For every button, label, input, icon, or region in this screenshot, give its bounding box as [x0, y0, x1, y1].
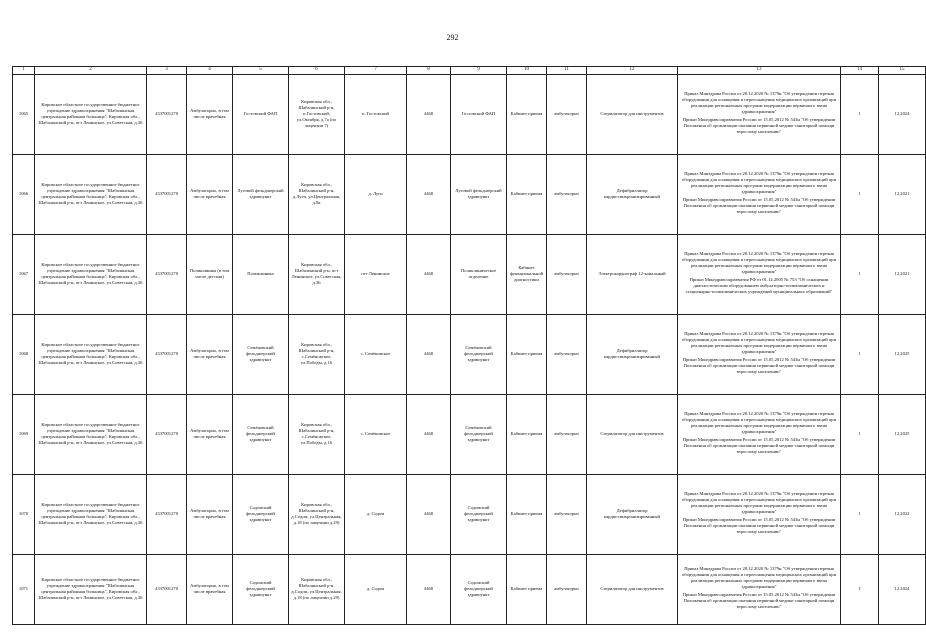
- column-number: 2: [35, 67, 147, 75]
- care-type-cell: Амбулаторно, в том числе врачебная: [187, 394, 233, 474]
- table-row: [13, 314, 926, 394]
- column-number: 13: [678, 67, 841, 75]
- address-cell: Кировская обл., Шабалинский р-н, с.Семёновское, ул.Победы, д.16: [289, 314, 345, 394]
- address-cell: Кировская обл., Шабалинский р-н, пгт Ленинское, ул.Советская, д.36: [289, 234, 345, 314]
- quantity-cell: 1: [841, 314, 879, 394]
- oktmo-cell: 4468: [407, 314, 451, 394]
- care-type-cell: Амбулаторно, в том числе врачебная: [187, 74, 233, 154]
- table-row: [13, 474, 926, 554]
- unit-cell: Луговой фельдшерский здравпункт: [233, 154, 289, 234]
- care-type-cell: Амбулаторно, в том числе врачебная: [187, 554, 233, 624]
- equipment-cell: Дефибриллятор кардиосинхронизированный: [587, 154, 678, 234]
- room-cell: Кабинет приема: [507, 74, 547, 154]
- inn-cell: 4337001270: [147, 74, 187, 154]
- regulation-text: Приказ Минздрава России от 28.12.2020 № 1379н "Об утверждении перечня оборудования для оснащения и переоснащения медицинских организаций при реализации региональных программ модернизации первичного звена здравоохранения": [681, 170, 837, 194]
- organization-cell: Кировское областное государственное бюджетное учреждение здравоохранения "Шабалинская центральная районная больница", Кировская обл., Шабалинский р-н, пгт Ленинское, ул.Советская, д.36: [35, 394, 147, 474]
- organization-cell: Кировское областное государственное бюджетное учреждение здравоохранения "Шабалинская центральная районная больница", Кировская обл., Шабалинский р-н, пгт Ленинское, ул.Советская, д.36: [35, 234, 147, 314]
- organization-cell: Кировское областное государственное бюджетное учреждение здравоохранения "Шабалинская центральная районная больница", Кировская обл., Шабалинский р-н, пгт Ленинское, ул.Советская, д.36: [35, 554, 147, 624]
- conditions-cell: амбулаторно: [547, 474, 587, 554]
- subunit-cell: Семёновский фельдшерский здравпункт: [451, 394, 507, 474]
- subunit-cell: Гостовский ФАП: [451, 74, 507, 154]
- oktmo-cell: 4468: [407, 234, 451, 314]
- locality-cell: с. Семёновское: [345, 394, 407, 474]
- conditions-cell: амбулаторно: [547, 74, 587, 154]
- subunit-cell: Поликлиническое отделение: [451, 234, 507, 314]
- regulation-text: Приказ Минздравсоцразвития РФ от 01.12.2005 № 753 "Об оснащении диагностическим оборудованием амбулаторно-поликлинических и стационарно-поликлинических учреждений муниципальных образований": [685, 277, 833, 295]
- room-cell: Кабинет приема: [507, 554, 547, 624]
- address-cell: Кировская обл., Шабалинский р-н, с.Семёновское, ул.Победы, д.16: [289, 394, 345, 474]
- date-cell: 12.2022: [879, 474, 926, 554]
- page-number: 292: [446, 33, 459, 42]
- date-cell: 12.2024: [879, 554, 926, 624]
- oktmo-cell: 4468: [407, 394, 451, 474]
- regulation-cell: [678, 314, 841, 394]
- column-number-row: [13, 67, 926, 75]
- locality-cell: с. Семёновское: [345, 314, 407, 394]
- table-row: [13, 554, 926, 624]
- column-number: 7: [345, 67, 407, 75]
- room-cell: Кабинет приема: [507, 474, 547, 554]
- locality-cell: пгт Ленинское: [345, 234, 407, 314]
- table-row: [13, 154, 926, 234]
- room-cell: Кабинет приема: [507, 394, 547, 474]
- oktmo-cell: 4468: [407, 554, 451, 624]
- date-cell: 12.2021: [879, 154, 926, 234]
- unit-cell: Поликлиника: [233, 234, 289, 314]
- regulation-text: Приказ Минздрава России от 28.12.2020 № 1379н "Об утверждении перечня оборудования для оснащения и переоснащения медицинских организаций при реализации региональных программ модернизации первичного звена здравоохранения": [681, 490, 837, 514]
- regulation-text: Приказ Минздравсоцразвития России от 15.05.2012 № 543н "Об утверждении Положения об организации оказания первичной медико-санитарной помощи взрослому населению": [682, 117, 836, 135]
- regulation-text: Приказ Минздравсоцразвития России от 15.05.2012 № 543н "Об утверждении Положения об организации оказания первичной медико-санитарной помощи взрослому населению": [682, 357, 836, 375]
- organization-cell: Кировское областное государственное бюджетное учреждение здравоохранения "Шабалинская центральная районная больница", Кировская обл., Шабалинский р-н, пгт Ленинское, ул.Советская, д.36: [35, 154, 147, 234]
- equipment-cell: Электрокардиограф 12-канальный: [587, 234, 678, 314]
- regulation-text: Приказ Минздрава России от 28.12.2020 № 1379н "Об утверждении перечня оборудования для оснащения и переоснащения медицинских организаций при реализации региональных программ модернизации первичного звена здравоохранения": [681, 565, 837, 589]
- organization-cell: Кировское областное государственное бюджетное учреждение здравоохранения "Шабалинская центральная районная больница", Кировская обл., Шабалинский р-н, пгт Ленинское, ул.Советская, д.36: [35, 474, 147, 554]
- regulation-text: Приказ Минздравсоцразвития России от 15.05.2012 № 543н "Об утверждении Положения об организации оказания первичной медико-санитарной помощи взрослому населению": [682, 592, 836, 610]
- unit-cell: Семёновский фельдшерский здравпункт: [233, 394, 289, 474]
- unit-cell: Семёновский фельдшерский здравпункт: [233, 314, 289, 394]
- quantity-cell: 1: [841, 474, 879, 554]
- row-number: 1071: [13, 554, 35, 624]
- regulation-cell: [678, 394, 841, 474]
- locality-cell: п. Гостовский: [345, 74, 407, 154]
- column-number: 1: [13, 67, 35, 75]
- subunit-cell: Семёновский фельдшерский здравпункт: [451, 314, 507, 394]
- column-number: 5: [233, 67, 289, 75]
- regulation-text: Приказ Минздрава России от 28.12.2020 № 1379н "Об утверждении перечня оборудования для оснащения и переоснащения медицинских организаций при реализации региональных программ модернизации первичного звена здравоохранения": [681, 90, 837, 114]
- date-cell: 12.2021: [879, 234, 926, 314]
- column-number: 3: [147, 67, 187, 75]
- locality-cell: д. Содом: [345, 554, 407, 624]
- equipment-table: [12, 66, 926, 625]
- inn-cell: 4337001270: [147, 554, 187, 624]
- conditions-cell: амбулаторно: [547, 554, 587, 624]
- conditions-cell: амбулаторно: [547, 394, 587, 474]
- conditions-cell: амбулаторно: [547, 154, 587, 234]
- inn-cell: 4337001270: [147, 474, 187, 554]
- unit-cell: Гостовский ФАП: [233, 74, 289, 154]
- subunit-cell: Луговой фельдшерский здравпункт: [451, 154, 507, 234]
- address-cell: Кировская обл., Шабалинский р-н, д.Содом, ул.Центральная, д.18 (по лицензии д.29): [289, 554, 345, 624]
- care-type-cell: Поликлиника (в том числе детская): [187, 234, 233, 314]
- unit-cell: Содомский фельдшерский здравпункт: [233, 554, 289, 624]
- regulation-text: Приказ Минздравсоцразвития России от 15.05.2012 № 543н "Об утверждении Положения об организации оказания первичной медико-санитарной помощи взрослому населению": [682, 437, 836, 455]
- regulation-text: Приказ Минздрава России от 28.12.2020 № 1379н "Об утверждении перечня оборудования для оснащения и переоснащения медицинских организаций при реализации региональных программ модернизации первичного звена здравоохранения": [681, 330, 837, 354]
- equipment-cell: Дефибриллятор кардиосинхронизированный: [587, 474, 678, 554]
- regulation-text: Приказ Минздрава России от 28.12.2020 № 1379н "Об утверждении перечня оборудования для оснащения и переоснащения медицинских организаций при реализации региональных программ модернизации первичного звена здравоохранения": [681, 250, 837, 274]
- row-number: 1066: [13, 154, 35, 234]
- oktmo-cell: 4468: [407, 474, 451, 554]
- equipment-cell: Стерилизатор для инструментов: [587, 554, 678, 624]
- subunit-cell: Содомский фельдшерский здравпункт: [451, 554, 507, 624]
- locality-cell: д. Содом: [345, 474, 407, 554]
- quantity-cell: 1: [841, 394, 879, 474]
- row-number: 1070: [13, 474, 35, 554]
- subunit-cell: Содомский фельдшерский здравпункт: [451, 474, 507, 554]
- regulation-text: Приказ Минздравсоцразвития России от 15.05.2012 № 543н "Об утверждении Положения об организации оказания первичной медико-санитарной помощи взрослому населению": [682, 517, 836, 535]
- inn-cell: 4337001270: [147, 314, 187, 394]
- table-row: [13, 74, 926, 154]
- regulation-text: Приказ Минздрава России от 28.12.2020 № 1379н "Об утверждении перечня оборудования для оснащения и переоснащения медицинских организаций при реализации региональных программ модернизации первичного звена здравоохранения": [681, 410, 837, 434]
- organization-cell: Кировское областное государственное бюджетное учреждение здравоохранения "Шабалинская центральная районная больница", Кировская обл., Шабалинский р-н, пгт Ленинское, ул.Советская, д.36: [35, 314, 147, 394]
- column-number: 6: [289, 67, 345, 75]
- column-number: 12: [587, 67, 678, 75]
- oktmo-cell: 4468: [407, 74, 451, 154]
- regulation-cell: [678, 154, 841, 234]
- regulation-cell: [678, 554, 841, 624]
- regulation-text: Приказ Минздравсоцразвития России от 15.05.2012 № 543н "Об утверждении Положения об организации оказания первичной медико-санитарной помощи взрослому населению": [682, 197, 836, 215]
- column-number: 14: [841, 67, 879, 75]
- table-row: [13, 394, 926, 474]
- equipment-cell: Дефибриллятор кардиосинхронизированный: [587, 314, 678, 394]
- date-cell: 12.2025: [879, 394, 926, 474]
- row-number: 1068: [13, 314, 35, 394]
- date-cell: 12.2025: [879, 314, 926, 394]
- column-number: 11: [547, 67, 587, 75]
- oktmo-cell: 4468: [407, 154, 451, 234]
- room-cell: Кабинет приема: [507, 314, 547, 394]
- inn-cell: 4337001270: [147, 154, 187, 234]
- column-number: 8: [407, 67, 451, 75]
- column-number: 15: [879, 67, 926, 75]
- regulation-cell: [678, 234, 841, 314]
- quantity-cell: 1: [841, 234, 879, 314]
- room-cell: Кабинет приема: [507, 154, 547, 234]
- row-number: 1065: [13, 74, 35, 154]
- unit-cell: Содомский фельдшерский здравпункт: [233, 474, 289, 554]
- inn-cell: 4337001270: [147, 394, 187, 474]
- equipment-cell: Стерилизатор для инструментов: [587, 74, 678, 154]
- column-number: 10: [507, 67, 547, 75]
- address-cell: Кировская обл., Шабалинский р-н, п.Гостовский, ул.Октября, д.7а (по лицензии 7): [289, 74, 345, 154]
- address-cell: Кировская обл., Шабалинский р-н, д.Содом, ул.Центральная, д.18 (по лицензии д.29): [289, 474, 345, 554]
- conditions-cell: амбулаторно: [547, 234, 587, 314]
- quantity-cell: 1: [841, 554, 879, 624]
- regulation-cell: [678, 74, 841, 154]
- inn-cell: 4337001270: [147, 234, 187, 314]
- quantity-cell: 1: [841, 74, 879, 154]
- locality-cell: д. Луги: [345, 154, 407, 234]
- column-number: 9: [451, 67, 507, 75]
- care-type-cell: Амбулаторно, в том числе врачебная: [187, 474, 233, 554]
- table-row: [13, 234, 926, 314]
- row-number: 1069: [13, 394, 35, 474]
- equipment-cell: Стерилизатор для инструментов: [587, 394, 678, 474]
- organization-cell: Кировское областное государственное бюджетное учреждение здравоохранения "Шабалинская центральная районная больница", Кировская обл., Шабалинский р-н, пгт Ленинское, ул.Советская, д.36: [35, 74, 147, 154]
- care-type-cell: Амбулаторно, в том числе врачебная: [187, 154, 233, 234]
- care-type-cell: Амбулаторно, в том числе врачебная: [187, 314, 233, 394]
- row-number: 1067: [13, 234, 35, 314]
- room-cell: Кабинет функциональной диагностики: [507, 234, 547, 314]
- column-number: 4: [187, 67, 233, 75]
- regulation-cell: [678, 474, 841, 554]
- quantity-cell: 1: [841, 154, 879, 234]
- conditions-cell: амбулаторно: [547, 314, 587, 394]
- date-cell: 12.2024: [879, 74, 926, 154]
- address-cell: Кировская обл., Шабалинский р-н, д.Луги, ул.Центральная, д.8а: [289, 154, 345, 234]
